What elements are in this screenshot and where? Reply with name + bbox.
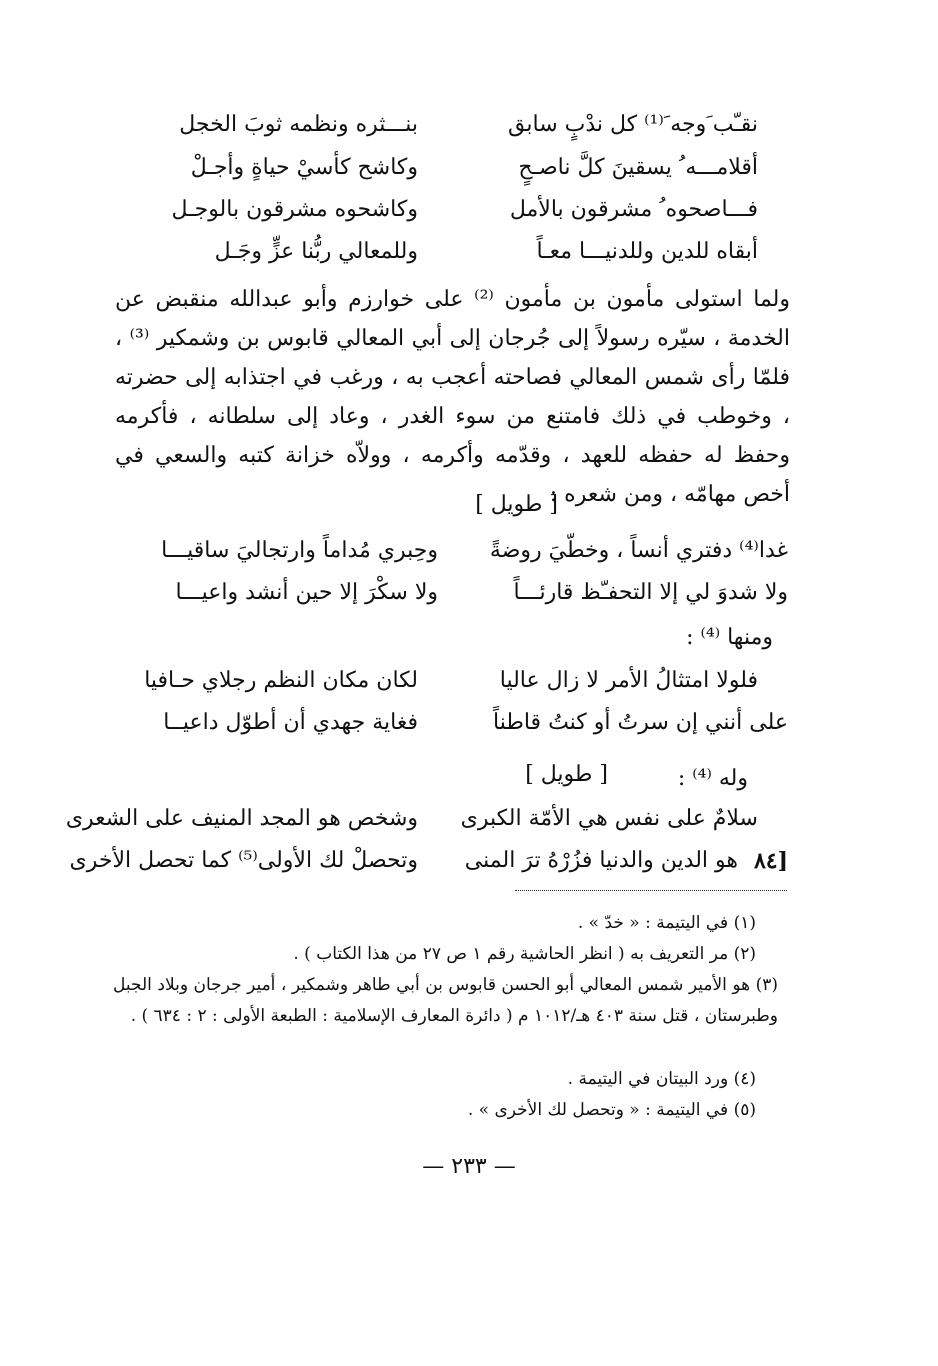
hemistich-second: وكاشحوه مشرقون بالوجـل xyxy=(171,197,418,222)
hemistich-first: نقـّب َوجه َ⁽¹⁾ كل ندْبٍ سابق xyxy=(508,112,758,137)
hemistich-second: لكان مكان النظم رجلاي حـافيا xyxy=(144,668,418,693)
verse-intro: ومنها ⁽⁴⁾ : xyxy=(686,625,773,650)
hemistich-second: وكاشح كأسيْ حياةٍ وأجـلْ xyxy=(190,155,418,180)
hemistich-second: وللمعالي ربُّنا عزٍّ وجَـل xyxy=(214,239,418,264)
hemistich-second: وشخص هو المجد المنيف على الشعرى xyxy=(65,806,418,831)
hemistich-first: ولا شدوَ لي إلا التحفـّظ قارئـــاً xyxy=(513,580,788,605)
hemistich-second: بنـــثره ونظمه ثوبَ الخجل xyxy=(179,112,418,137)
page-number: — ٢٣٣ — xyxy=(422,1154,516,1179)
hemistich-first: غدا⁽⁴⁾ دفتري أنساً ، وخطّيَ روضةً xyxy=(489,538,788,563)
verse-intro: وله ⁽⁴⁾ : xyxy=(677,766,748,791)
hemistich-first: هو الدين والدنيا فزُرْهُ ترَ المنى xyxy=(464,848,738,873)
hemistich-first: فـــاصحوه ُ مشرقون بالأمل xyxy=(509,197,758,222)
hemistich-second: ولا سكْرَ إلا حين أنشد واعيـــا xyxy=(175,580,438,605)
footnote: (١) في اليتيمة : « خدّ » . xyxy=(577,913,756,933)
meter-label: [ طويل ] xyxy=(525,762,608,787)
footnote: (٢) مر التعريف به ( انظر الحاشية رقم ١ ص ٢٧ من هذا الكتاب ) . xyxy=(293,944,756,964)
footnote: (٣) هو الأمير شمس المعالي أبو الحسن قابوس بن أبي طاهر وشمكير ، أمير جرجان وبلاد الجبل وطبرستان ، قتل سنة ٤٠٣ هـ/١٠١٢ م ( دائرة المعارف الإسلامية : الطبعة الأولى : ٢ : ٦٣٤ ) . xyxy=(113,975,778,1026)
hemistich-first: سلامٌ على نفس هي الأمّة الكبرى xyxy=(460,806,758,831)
hemistich-first: فلولا امتثالُ الأمر لا زال عاليا xyxy=(499,668,758,693)
prose-text: ولما استولى مأمون بن مأمون ⁽²⁾ على خوارزم وأبو عبدالله منقبض عن الخدمة ، سيّره رسولاً إلى جُرجان إلى أبي المعالي قابوس بن وشمكير ⁽³⁾ ، فلمّا رأى شمس المعالي فصاحته أعجب به ، ورغب في اجتذابه إلى حضرته ، وخوطب في ذلك فامتنع من سوء الغدر ، وعاد إلى سلطانه ، فأكرمه وحفظ له حفظه للعهد ، وقدّمه وأكرمه ، وولاّه خزانة كتبه والسعي في أخص مهامّه ، ومن شعره : xyxy=(115,287,790,507)
folio-marker: [٨٤ xyxy=(753,848,788,874)
hemistich-first: على أنني إن سرتُ أو كنتُ قاطناً xyxy=(493,710,788,735)
hemistich-second: فغاية جهدي أن أطوّل داعيــا xyxy=(163,710,418,735)
footnote: (٥) في اليتيمة : « وتحصل لك الأخرى » . xyxy=(467,1100,756,1120)
hemistich-first: أبقاه للدين وللدنيـــا معـاً xyxy=(536,239,758,264)
meter-label: [ طويل ] xyxy=(475,492,558,517)
hemistich-second: وتحصلْ لك الأولى⁽⁵⁾ كما تحصل الأخرى xyxy=(69,848,418,873)
hemistich-second: وحِبري مُداماً وارتجاليَ ساقيـــا xyxy=(161,538,438,563)
hemistich-first: أقلامـــه ُ يسقينَ كلَّ ناصـحٍ xyxy=(518,155,758,180)
footnote-divider xyxy=(515,890,787,891)
prose-paragraph xyxy=(115,280,790,514)
footnote: (٤) ورد البيتان في اليتيمة . xyxy=(567,1069,756,1089)
